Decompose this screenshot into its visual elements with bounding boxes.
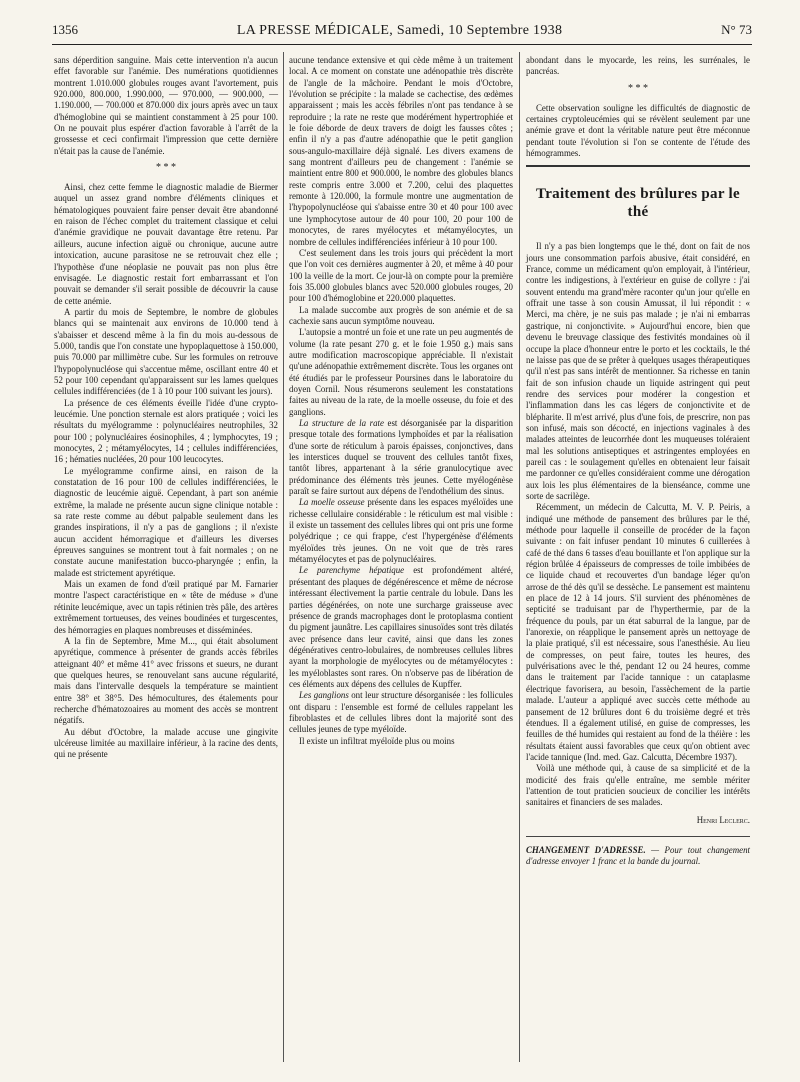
page-header (52, 22, 752, 45)
address-change-notice (526, 845, 750, 868)
article-title: Traitement des brûlures par le thé (536, 186, 740, 221)
paragraph: Cette observation souligne les difficultés de diagnostic de certaines cryptoleucémies qui se révèlent seulement par une anémie grave et dont la véritable nature peut être méconnue pendant toute l'évolution si l'on se contente de l'étude des hémogrammes. (526, 102, 750, 159)
paragraph-body: ont leur structure désorganisée : les follicules ont disparu : l'ensemble est formé de cellules rappelant les fibroblastes et de cellules libres dont la majorité sont des cellules jeunes de type myéloïde. (289, 690, 514, 735)
paragraph (289, 565, 513, 690)
paragraph: C'est seulement dans les trois jours qui précèdent la mort que l'on voit ces dernières augmenter à 20, et même à 40 pour 100 la veille de la mort. Ce jour-là on compte pour la première fois 35.000 globules blancs avec 520.000 globules rouges, 20 pour 100 d'hémoglobine et 220.000 plaquettes. (289, 247, 513, 304)
paragraph: Voilà une méthode qui, à cause de sa simplicité et de la modicité des frais qu'elle entraîne, me semble mériter l'attention de tout praticien soucieux de concilier les intérêts sanitaires et financiers de ses malades. (526, 763, 750, 808)
article-divider (526, 165, 750, 167)
author-signature: Henri Leclerc. (696, 814, 750, 825)
column-divider (519, 52, 520, 1062)
notice-divider (526, 836, 750, 837)
column-1 (54, 55, 278, 761)
paragraph-lead: Le parenchyme hépatique (299, 565, 405, 576)
paragraph-body: est désorganisée par la disparition presque totale des formations lymphoïdes et par la réalisation d'une sorte de réticulum à parois épaisses, conjonctives, dans les interstices duquel se trouvent des cellules tantôt fixes, tantôt libres, appartenant à la série granulocytique avec prédominance des éléments très jeunes. Cette myélogénèse paraît se faire surtout aux dépens de l'endothélium des sinus. (289, 418, 513, 497)
notice-label: CHANGEMENT D'ADRESSE. (526, 844, 646, 855)
paragraph: L'autopsie a montré un foie et une rate un peu augmentés de volume (la rate pesant 270 g. et le foie 1.950 g.) mais sans autre modification macroscopique appréciable. Il n'existait qu'une adénopathie extrêmement discrète. Tous les organes ont été étudiés par le professeur Poursines dans le laboratoire du doyen Cornil. Nous résumerons seulement les constatations faites au niveau de la rate, de la moelle osseuse, du foie et des ganglions. (289, 327, 513, 417)
page-number: 1356 (52, 22, 78, 37)
paragraph: La malade succombe aux progrès de son anémie et de sa cachexie sans aucun symptôme nouveau. (289, 304, 513, 326)
paragraph: Ainsi, chez cette femme le diagnostic maladie de Biermer auquel un assez grand nombre d'éléments cliniques et hématologiques pouvaient faire penser devait être abandonné en raison de l'échec complet du traitement classique et celui d'anémie gravidique ne pouvait davantage être retenu. Par ailleurs, aucune infection aiguë ou chronique, aucune autre intoxication, aucune parasitose ne se retrouvait chez elle ; l'hypothèse d'une néoplasie ne pouvait pas non plus être envisagée. Le diagnostic restait fort embarrassant et l'on pouvait se demander s'il serait possible de découvrir la cause de cette anémie. (54, 182, 278, 306)
column-3 (526, 55, 750, 868)
paragraph (289, 497, 513, 565)
paragraph: A la fin de Septembre, Mme M..., qui était absolument apyrétique, commence à présenter de grands accès fébriles atteignant 40° et même 41° avec frissons et sueurs, ne durant que quelques heures, se renouvelant sans aucune régularité, mais dans l'intervalle desquels la température se maintient entre 38° et 38°5. Des hémocultures, des étalements pour recherche d'hématozoaires au moment des accès se montrent négatifs. (54, 635, 278, 726)
paragraph: Le myélogramme confirme ainsi, en raison de la constatation de 16 pour 100 de cellules indifférenciées, le diagnostic de leucémie aiguë. Cependant, à part son anémie extrême, la malade ne présente aucun signe clinique notable : sa rate reste comme au début palpable seulement dans les grandes inspirations, il n'y a pas de ganglions ; il n'existe aucun accident hémorragique et d'ailleurs les diverses épreuves sanguines se montrent tout à fait normales ; on ne constate aucune manifestation bucco-pharyngée ; enfin, la malade est strictement apyrétique. (54, 465, 278, 578)
paragraph: sans déperdition sanguine. Mais cette intervention n'a aucun effet favorable sur l'anémie. Des numérations quotidiennes montrent 1.010.000 globules rouges avant l'avortement, puis 920.000, 800.000, 1.990.000, — 970.000, — 900.000, — 1.190.000, — 700.000 et 870.000 dix jours après avec un taux d'hémoglobine qui se maintient constamment à 25 pour 100. On ne pouvait plus espérer d'action favorable à l'arrêt de la grossesse et ceci confirmait l'impression que cette dernière n'était pas la cause de l'anémie. (54, 55, 278, 156)
paragraph-body: est profondément altéré, présentant des plaques de dégénérescence et même de nécrose intéressant électivement la partie centrale du lobule. Dans les parties dégénérées, on note une surcharge graisseuse avec présence de grands macrophages dont le protoplasma contient du pigment jaunâtre. Les capillaires sinusoïdes sont très dilatés avec présence dans leur cavité, ainsi que dans les zones dégénératives centro-lobulaires, de nombreuses cellules libres ayant la morphologie de myélocytes ou de métamyélocytes : les myéloblastes sont rares. On n'observe pas de libération de ces éléments aux dépens des cellules de Kupffer. (289, 565, 513, 689)
section-separator: * * * (628, 82, 648, 94)
column-2 (289, 55, 513, 747)
paragraph-lead: La structure de la rate (299, 418, 384, 428)
paragraph (289, 418, 513, 497)
paragraph: abondant dans le myocarde, les reins, les surrénales, le pancréas. (526, 55, 750, 77)
paragraph-lead: Les ganglions (299, 690, 349, 701)
paragraph: A partir du mois de Septembre, le nombre de globules blancs qui se maintenait aux environs de 10.000 tend à s'abaisser et descend même à la fin du mois au-dessous de 5.000, tandis que l'on constate une hypoplaquettose à 150.000, puis 70.000 par millimètre cube. Sur les formules on retrouve l'hypopolynucléose qui s'accentue même, oscillant entre 40 et 52 pour 100 cependant qu'apparaissent sur les lames quelques cellules indifférenciées (de 1 à 10 pour 100 suivant les jours). (54, 306, 278, 397)
journal-title: LA PRESSE MÉDICALE, Samedi, 10 Septembre 1938 (236, 23, 563, 38)
issue-number: N° 73 (721, 22, 752, 37)
paragraph-lead: La moelle osseuse (299, 497, 365, 508)
paragraph: Mais un examen de fond d'œil pratiqué par M. Farnarier montre l'aspect caractéristique en « tête de méduse » d'une rétinite leucémique, avec un tapis rétinien très pâle, des artères extrêmement tortueuses, des veines boudinées et turgescentes, des hémorragies en plaques nombreuses et disséminées. (54, 579, 278, 635)
paragraph: Il n'y a pas bien longtemps que le thé, dont on fait de nos jours une consommation parfois abusive, était considéré, en France, comme un médicament qu'on employait, à l'intérieur, contre les indigestions, à l'extérieur en guise de collyre : j'ai souvent entendu ma grand'mère raconter qu'un jour qu'elle en offrait une tasse à son cousin Amussat, il lui répondit : « Merci, ma chère, je ne suis pas malade ; je n'ai ni embarras gastrique, ni conjonctivite. » Aujourd'hui encore, bien que devenu le breuvage classique des festivités mondaines où il occupe la place d'honneur entre le porto et les cocktails, le thé ne laisse pas que de se prêter à quelques usages thérapeutiques qu'il n'est pas sans intérêt de mentionner. Sa richesse en tanin fait de son infusion chaude un liquide astringent qui peut rendre des services pour modérer la congestion et l'inflammation dans les cas légers de conjonctivite et de blépharite. Il m'est arrivé, plus d'une fois, de prescrire, non pas son infusé, mais son décocté, en injections vaginales à des malades atteintes de leucorrhée dont les muqueuses toléraient mal les solutions antiseptiques et astringentes employées en pareil cas : le soulagement qu'elles en obtenaient leur faisait me pardonner ce qu'elles considéraient comme une dérogation aux lois les plus élémentaires de la bienséance, comme une sorte de sacrilège. (526, 241, 750, 501)
paragraph: Récemment, un médecin de Calcutta, M. V. P. Peiris, a indiqué une méthode de pansement des brûlures par le thé, méthode pour laquelle il conseille de procéder de la façon suivante : on fait infuser pendant 10 minutes 6 cuillerées à café de thé dans 6 tasses d'eau bouillante et l'on applique sur la région brûlée 4 épaisseurs de compresses de toile imbibées de ce liquide chaud et recouvertes d'un bandage léger qu'on arrose de thé dès qu'il se dessèche. Le pansement est maintenu en place de 12 à 14 jours. S'il survient des phénomènes de septicité se traduisant par de l'hyperthermie, par de la fréquence du pouls, par un état saburral de la langue, par de l'anorexie, on réapplique le pansement après un nettoyage de la plaie pratiqué, s'il est nécessaire, sous l'anesthésie. Au lieu de compresses, on peut faire, toutes les heures, des pulvérisations avec le thé, pendant 12 ou 24 heures, comme dans le traitement par l'acide tannique : un cataplasme électrique favorisera, au besoin, l'assèchement de la partie malade. L'auteur a appliqué avec succès cette méthode au pansement de 12 brûlures dont 6 du troisième degré et très étendues. Il a également utilisé, en guise de compresses, les feuilles de thé humides qui restaient au fond de la théière : les résultats étaient aussi favorables que ceux qu'on obtient avec l'acide tannique (Ind. med. Gaz. Calcutta, Décembre 1937). (526, 502, 750, 762)
paragraph (289, 690, 513, 735)
paragraph-body: présente dans les espaces myéloïdes une richesse cellulaire considérable : le réticulum est mal visible : il existe un tassement des cellules libres qui ont pris une forme polyédrique ; ce qui frappe, c'est l'hypergénèse d'éléments myéloïdes très jeunes. On ne voit que de très rares métamyélocytes et pas de polynucléaires. (289, 497, 513, 565)
column-divider (283, 52, 284, 1062)
paragraph: Au début d'Octobre, la malade accuse une gingivite ulcéreuse limitée au maxillaire inférieur, à la racine des dents, qui ne présente (54, 726, 278, 760)
paragraph: La présence de ces éléments éveille l'idée d'une crypto-leucémie. Une ponction sternale est alors pratiquée ; voici les résultats du myélogramme : polynucléaires neutrophiles, 32 pour 100 ; polynucléaires éosinophiles, 4 ; lymphocytes, 19 ; monocytes, 2 ; métamyélocytes, 14 ; cellules indifférenciées, 16 ; hématies nucléées, 20 pour 100 leucocytes. (54, 397, 278, 465)
section-separator: * * * (156, 162, 176, 174)
paragraph: Il existe un infiltrat myéloïde plus ou moins (299, 735, 455, 746)
notice-text: — Pour tout changement d'adresse envoyer 1 franc et la bande du journal. (526, 844, 750, 867)
paragraph: aucune tendance extensive et qui cède même à un traitement local. A ce moment on constate une adénopathie très discrète de l'angle de la mâchoire. Pendant le mois d'Octobre, l'évolution se précipite : la malade se cachectise, des œdèmes apparaissent ; mais les accès fébriles n'ont pas tendance à se reproduire ; la rate ne reste que modérément hypertrophiée et le foie déborde de deux travers de doigt les fausses côtes ; enfin il n'y a pas d'autre adénopathie que le petit ganglion sous-angulo-maxillaire déjà signalé. Les divers examens de sang montrent d'ailleurs peu de changement : l'anémie se maintient entre 800 et 900.000, le nombre des globules blancs reste compris entre 3.000 et 7.200, celui des plaquettes remonte à 120.000, la formule montre une augmentation de l'hypopolynucléose qui s'abaisse entre 30 et 40 pour 100 avec une lymphocytose autour de 40 pour 100, 20 pour 100 de monocytes, de rares myélocytes et métamyélocytes, un nombre de cellules indifférenciées inférieur à 10 pour 100. (289, 55, 513, 247)
